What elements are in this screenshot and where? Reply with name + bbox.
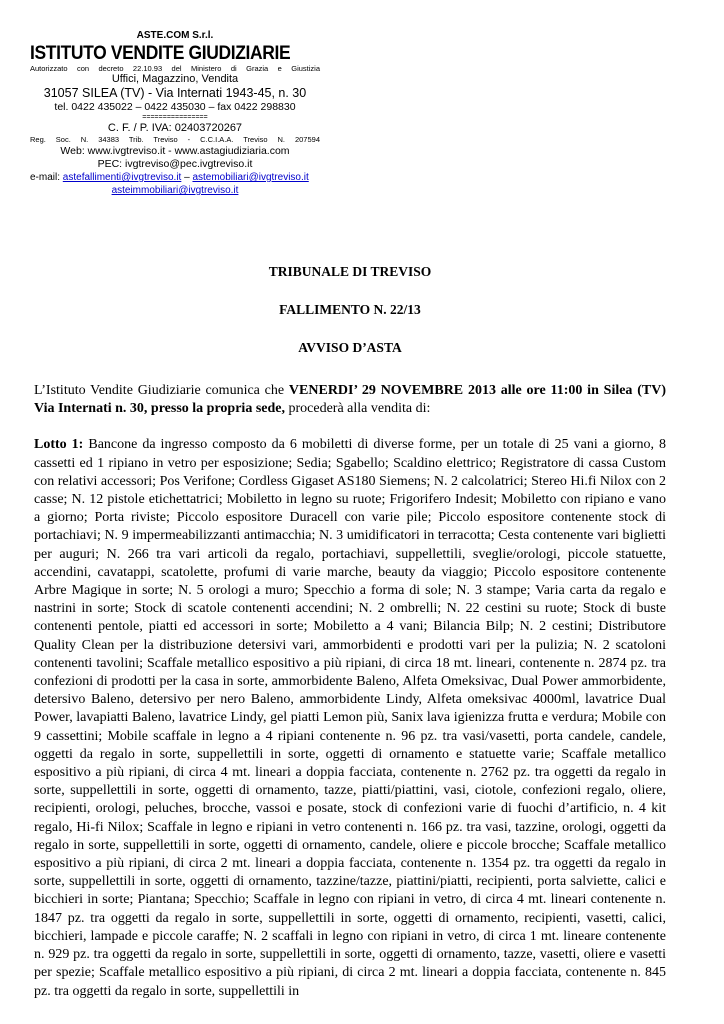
- court-heading: TRIBUNALE DI TREVISO: [268, 264, 432, 279]
- email-link-immobiliari[interactable]: asteimmobiliari@ivgtreviso.it: [111, 185, 239, 196]
- institute-name: ISTITUTO VENDITE GIUDIZIARIE: [30, 43, 291, 64]
- document-body: [34, 382, 666, 1001]
- intro-text-start: L’Istituto Vendite Giudiziarie comunica che: [34, 383, 289, 398]
- intro-paragraph: [34, 382, 666, 418]
- email-label: e-mail:: [30, 172, 61, 183]
- email-line: [30, 171, 320, 184]
- company-name: ASTE.COM S.r.l.: [136, 30, 214, 41]
- pec-line: PEC: ivgtreviso@pec.ivgtreviso.it: [97, 158, 253, 170]
- bankruptcy-heading: FALLIMENTO N. 22/13: [279, 302, 421, 317]
- offices-line: Uffici, Magazzino, Vendita: [111, 73, 239, 85]
- email-line-2: [30, 184, 320, 197]
- phone-line: tel. 0422 435022 – 0422 435030 – fax 0422 298830: [54, 101, 296, 113]
- lot-description: Bancone da ingresso composto da 6 mobiletti di diverse forme, per un totale di 25 vani a giorno, 8 cassetti ed 1 ripiano in vetro per esposizione; Sedia; Sgabello; Scaldino elettrico; Registratore di cassa Custom con relativi accessori; Pos Verifone; Cordless Gigaset AS180 Siemens; N. 2 calcolatrici; Stereo Hi.fi Nilox con 2 casse; N. 12 pistole etichettatrici; Mobiletto in legno su ruote; Frigorifero Indesit; Mobiletto con ripiano e vano a giorno; Porta riviste; Piccolo espositore Duracell con varie pile; Piccolo espositore contenente stock di portachiavi; N. 9 impermeabilizzanti antimacchia; N. 3 umidificatori in terracotta; Cesta contenente vari biglietti per auguri; N. 266 tra vari articoli da regalo, portachiavi, suppellettili, sveglie/orologi, piccole statuette, accendini, cavatappi, scatolette, profumi di varie marche, beauty da viaggio; Piccolo espositore contenente Arbre Magique in sorte; N. 5 orologi a muro; Specchio a forma di sole; N. 3 stampe; Varia carta da regalo e nastrini in sorte; Stock di scatole contenenti accendini; N. 2 ombrelli; N. 22 cestini su ruote; Stock di buste contenenti pentole, piatti ed accessori in sorte; Mobiletto a 4 vani; Bilancia Bilp; N. 2 cestini; Distributore Quality Clean per la distribuzione detersivi vari, ammorbidenti e prodotti vari per la pulizia; N. 2 scatoloni contenenti tavolini; Scaffale metallico espositivo a più ripiani, di circa 18 mt. lineari, contenente n. 2874 pz. tra confezioni di prodotti per la casa in sorte, ammorbidente Baleno, Alfeta Omeksivac, Dual Power ammorbidente, detersivo Baleno, detersivo per nero Baleno, ammorbidente Lindy, Alfeta omeksivac 4000ml, lavatrice Dual Power, lavapiatti Baleno, lavatrice Lindy, gel piatti Lemon più, Sanix lava igienizza frutta e verdura; Mobile con 9 cassettini; Mobile scaffale in legno a 4 ripiani contenente n. 96 pz. tra vasi/vasetti, porta candele, candele, oggetti da regalo in sorte, suppellettili in sorte, oggetti di ornamento e statuette varie; Scaffale metallico espositivo a più ripiani, di circa 4 mt. lineari a doppia facciata, contenente n. 2762 pz. tra oggetti da regalo in sorte, suppellettili in sorte, oggetti di ornamento, tazze, piatti/piattini, vasi, ciotole, confezioni regalo, oliere, recipienti, orologi, peluches, brocche, vassoi e posate, stock di confezioni varie di fuochi d’artificio, n. 4 kit regalo, Hi-fi Nilox; Scaffale in legno e ripiani in vetro contenenti n. 166 pz. tra vasi, tazzine, orologi, oggetti da regalo in sorte, suppellettili in sorte, oggetti di ornamento, candele, oliere e piccole brocche; Scaffale metallico espositivo a più ripiani, di circa 2 mt. lineari a doppia facciata, contenente n. 1354 pz. tra oggetti da regalo in sorte, suppellettili in sorte, oggetti di ornamento, tazzine/tazze, piattini/piatti, recipienti, porta salviette, calici e bicchieri in sorte; Piantana; Specchio; Scaffale in legno con ripiani in vetro, di circa 4 mt. lineari contenente n. 1847 pz. tra oggetti da regalo in sorte, suppellettili in sorte, oggetti di ornamento, recipienti, vasetti, calici, bicchieri, lampade e piccole caraffe; N. 2 scaffali in legno con ripiani in vetro, di circa 1 mt. lineare contenente n. 929 pz. tra oggetti da regalo in sorte, suppellettili in sorte, oggetti di ornamento, tazze, vasetti, oliere e vasetti per spezie; Scaffale metallico espositivo a più ripiani, di circa 2 mt. lineari a doppia facciata, contenente n. 845 pz. tra oggetti da regalo in sorte, suppellettili in: [34, 437, 667, 999]
- authorization-line: Autorizzato con decreto 22.10.93 del Ministero di Grazia e Giustizia: [30, 64, 320, 73]
- lot-paragraph: [34, 436, 666, 1000]
- letterhead: [30, 30, 320, 197]
- auction-notice-heading: AVVISO D’ASTA: [298, 340, 402, 355]
- email-dash: –: [181, 172, 193, 183]
- email-link-fallimenti[interactable]: astefallimenti@ivgtreviso.it: [62, 172, 182, 183]
- intro-text-end: procederà alla vendita di:: [284, 401, 431, 417]
- email-link-mobiliari[interactable]: astemobiliari@ivgtreviso.it: [192, 172, 309, 183]
- address-line: 31057 SILEA (TV) - Via Internati 1943-45, n. 30: [43, 86, 307, 100]
- lot-label: Lotto 1:: [34, 437, 84, 453]
- document-headings: [30, 262, 670, 358]
- auction-date-location: VENERDI’ 29 NOVEMBRE 2013 alle ore 11:00 in Silea (TV) Via Internati n. 30, presso la propria sede,: [34, 383, 667, 417]
- registration-line: Reg. Soc. N. 34383 Trib. Treviso - C.C.I.A.A. Treviso N. 207594: [30, 135, 320, 144]
- web-line: Web: www.ivgtreviso.it - www.astagiudiziaria.com: [60, 145, 290, 157]
- tax-code-line: C. F. / P. IVA: 02403720267: [107, 122, 243, 134]
- separator-line: ================: [142, 114, 208, 121]
